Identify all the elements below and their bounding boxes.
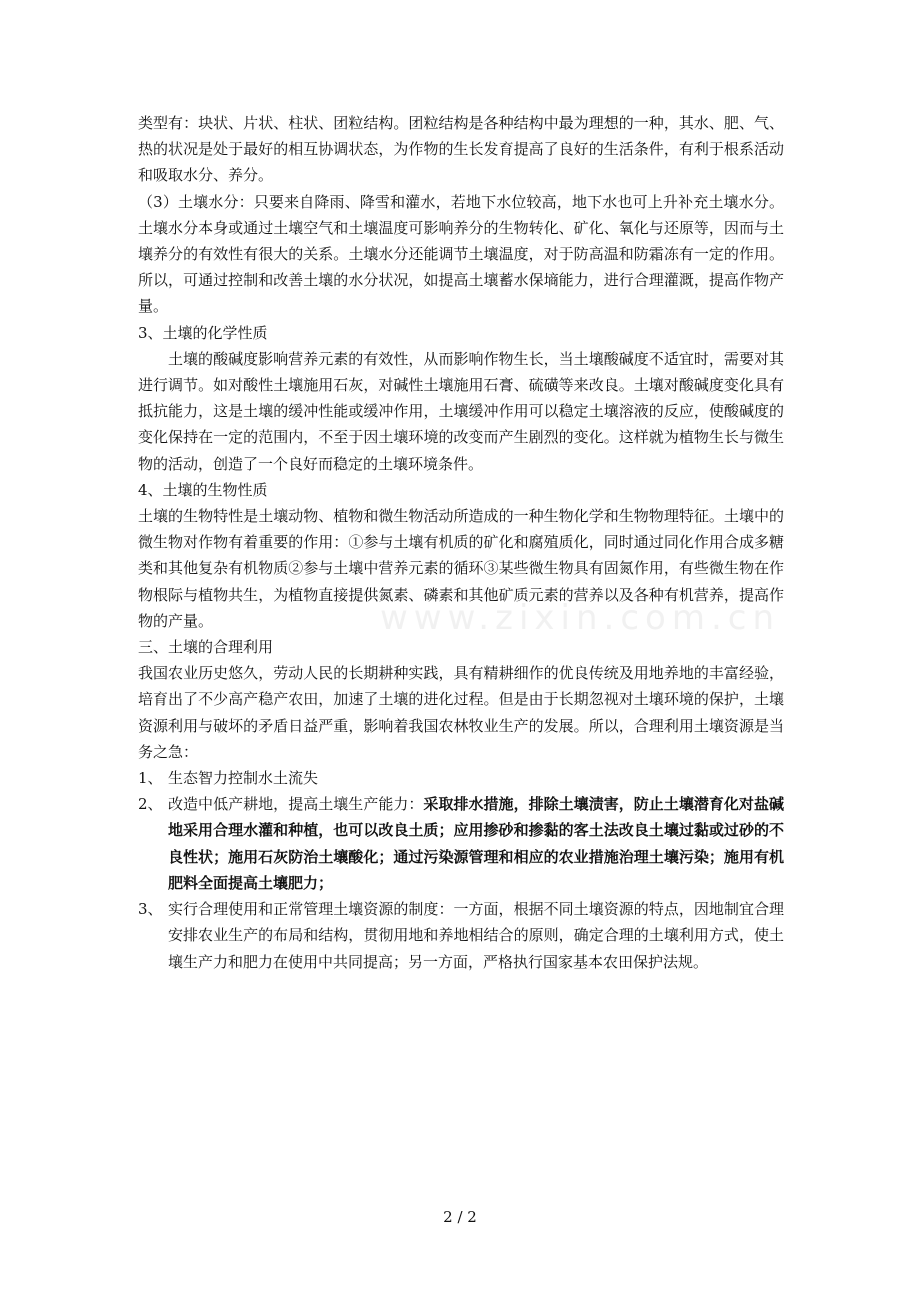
paragraph-rational-use: 我国农业历史悠久，劳动人民的长期耕种实践，具有精耕细作的优良传统及用地养地的丰富经验，培育出了不少高产稳产农田，加速了土壤的进化过程。但是由于长期忽视对土壤环境的保护，土壤资源利用与破坏的矛盾日益严重，影响着我国农林牧业生产的发展。所以，合理利用土壤资源是当务之急： [138,664,784,761]
list-number: 3、 [138,900,163,919]
page-number: 2 / 2 [443,1208,477,1226]
paragraph-chemical-properties: 土壤的酸碱度影响营养元素的有效性，从而影响作物生长，当土壤酸碱度不适宜时，需要对其进行调节。如对酸性土壤施用石灰，对碱性土壤施用石膏、硫磺等来改良。土壤对酸碱度变化具有抵抗能力，这是土壤的缓冲性能或缓冲作用，土壤缓冲作用可以稳定土壤溶液的反应，使酸碱度的变化保持在一定的范围内，不至于因土壤环境的改变而产生剧烈的变化。这样就为植物生长与微生物的活动，创造了一个良好而稳定的土壤环境条件。 [138,349,784,473]
heading-rational-use: 三、土壤的合理利用 [138,638,274,657]
document-body [138,110,784,975]
paragraph-biological-properties: 土壤的生物特性是土壤动物、植物和微生物活动所造成的一种生物化学和生物物理特征。土壤中的微生物对作物有着重要的作用：①参与土壤有机质的矿化和腐殖质化，同时通过同化作用合成多糖类和其他复杂有机物质②参与土壤中营养元素的循环③某些微生物具有固氮作用，有些微生物在作物根际与植物共生，为植物直接提供氮素、磷素和其他矿质元素的营养以及各种有机营养，提高作物的产量。 [138,507,784,630]
list-item-text: 改造中低产耕地，提高土壤生产能力： [168,795,424,814]
heading-chemical-properties: 3、土壤的化学性质 [138,323,268,342]
watermark: www.zixin.com.cn [380,598,780,638]
list-item-text: 生态智力控制水土流失 [168,769,319,788]
list-item [138,791,784,896]
list-item [138,765,784,791]
list-item-bold-text: 采取排水措施，排除土壤渍害，防止土壤潜育化对盐碱地采用合理水灌和种植，也可以改良土质；应用掺砂和掺黏的客土法改良土壤过黏或过砂的不良性状；施用石灰防治土壤酸化；通过污染源管理和相应的农业措施治理土壤污染；施用有机肥料全面提高土壤肥力； [168,795,784,892]
paragraph-soil-water: （3）土壤水分：只要来自降雨、降雪和灌水，若地下水位较高，地下水也可上升补充土壤水分。土壤水分本身或通过土壤空气和土壤温度可影响养分的生物转化、矿化、氧化与还原等，因而与土壤养分的有效性有很大的关系。土壤水分还能调节土壤温度，对于防高温和防霜冻有一定的作用。所以，可通过控制和改善土壤的水分状况，如提高土壤蓄水保墒能力，进行合理灌溉，提高作物产量。 [138,192,784,316]
heading-biological-properties: 4、土壤的生物性质 [138,480,268,499]
list-number: 2、 [138,795,163,814]
list-number: 1、 [138,769,163,788]
list-item-text: 实行合理使用和正常管理土壤资源的制度：一方面，根据不同土壤资源的特点，因地制宜合理安排农业生产的布局和结构，贯彻用地和养地相结合的原则，确定合理的土壤利用方式，使土壤生产力和肥力在使用中共同提高；另一方面，严格执行国家基本农田保护法规。 [168,900,784,971]
list-item [138,896,784,975]
paragraph-soil-structure: 类型有：块状、片状、柱状、团粒结构。团粒结构是各种结构中最为理想的一种，其水、肥、气、热的状况是处于最好的相互协调状态，为作物的生长发育提高了良好的生活条件，有利于根系活动和吸取水分、养分。 [138,114,784,185]
